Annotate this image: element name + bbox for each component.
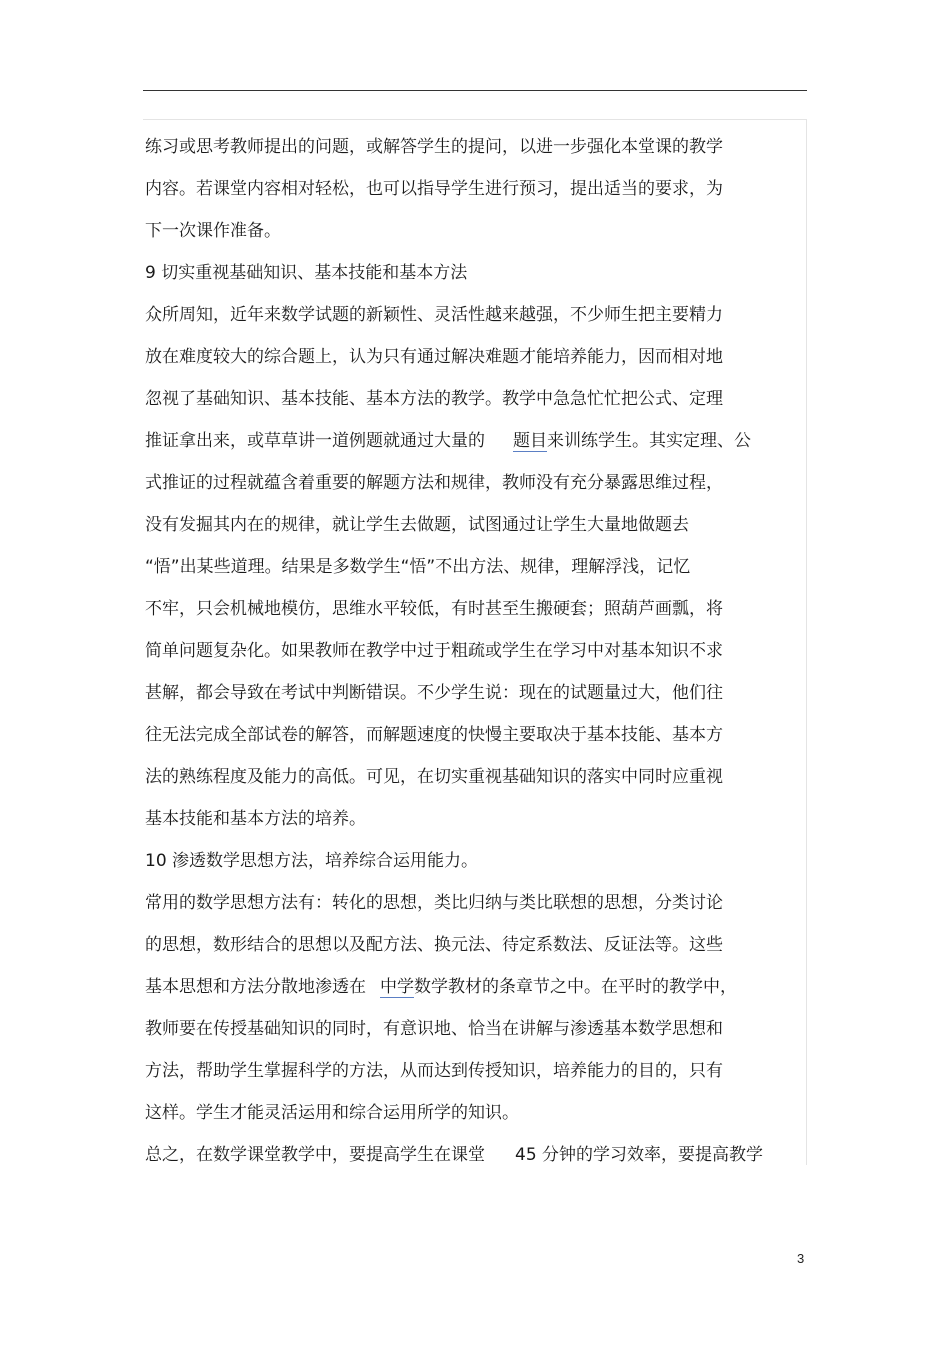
text-line	[145, 424, 805, 466]
text-line: 众所周知，近年来数学试题的新颖性、灵活性越来越强，不少师生把主要精力	[145, 305, 723, 325]
text-line: 的思想，数形结合的思想以及配方法、换元法、待定系数法、反证法等。这些	[145, 935, 723, 955]
text-line: 法的熟练程度及能力的高低。可见，在切实重视基础知识的落实中同时应重视	[145, 767, 723, 787]
text-line: 内容。若课堂内容相对轻松，也可以指导学生进行预习，提出适当的要求，为	[145, 179, 723, 199]
link-zhongxue[interactable]: 中学	[380, 977, 414, 997]
text-line: 简单问题复杂化。如果教师在教学中过于粗疏或学生在学习中对基本知识不求	[145, 641, 723, 661]
text-segment: 基本思想和方法分散地渗透在	[145, 977, 366, 997]
text-line: 下一次课作准备。	[145, 221, 281, 241]
text-line	[145, 970, 805, 1012]
body-text	[145, 130, 805, 1180]
text-line: 教师要在传授基础知识的同时，有意识地、恰当在讲解与渗透基本数学思想和	[145, 1019, 723, 1039]
text-line: 往无法完成全部试卷的解答，而解题速度的快慢主要取决于基本技能、基本方	[145, 725, 723, 745]
text-line	[145, 1138, 805, 1180]
frame-top-border	[143, 119, 807, 120]
text-segment: 推证拿出来，或草草讲一道例题就通过大量的	[145, 431, 485, 451]
text-segment: 总之，在数学课堂教学中，要提高学生在课堂	[145, 1145, 485, 1165]
text-line: 没有发掘其内在的规律，就让学生去做题，试图通过让学生大量地做题去	[145, 515, 689, 535]
text-line: 常用的数学思想方法有：转化的思想，类比归纳与类比联想的思想，分类讨论	[145, 893, 723, 913]
text-line: 这样。学生才能灵活运用和综合运用所学的知识。	[145, 1103, 519, 1123]
text-segment: 来训练学生。其实定理、公	[547, 431, 751, 451]
text-line: 忽视了基础知识、基本技能、基本方法的教学。教学中急急忙忙把公式、定理	[145, 389, 723, 409]
link-timu[interactable]: 题目	[513, 431, 547, 451]
text-line: 式推证的过程就蕴含着重要的解题方法和规律，教师没有充分暴露思维过程，	[145, 473, 723, 493]
section-heading: 9 切实重视基础知识、基本技能和基本方法	[145, 263, 468, 283]
header-rule	[143, 90, 807, 91]
text-segment: 数学教材的条章节之中。在平时的教学中，	[414, 977, 737, 997]
text-segment: 45 分钟的学习效率，要提高教学	[515, 1145, 764, 1165]
section-heading: 10 渗透数学思想方法，培养综合运用能力。	[145, 851, 479, 871]
text-line: 不牢，只会机械地模仿，思维水平较低，有时甚至生搬硬套；照葫芦画瓢，将	[145, 599, 723, 619]
text-line: “悟”出某些道理。结果是多数学生“悟”不出方法、规律，理解浮浅，记忆	[145, 557, 691, 577]
frame-right-border	[806, 119, 807, 1165]
text-line: 放在难度较大的综合题上，认为只有通过解决难题才能培养能力，因而相对地	[145, 347, 723, 367]
text-line: 甚解，都会导致在考试中判断错误。不少学生说：现在的试题量过大，他们往	[145, 683, 723, 703]
text-line: 基本技能和基本方法的培养。	[145, 809, 366, 829]
page-number: 3	[797, 1251, 805, 1266]
text-line: 练习或思考教师提出的问题，或解答学生的提问，以进一步强化本堂课的教学	[145, 137, 723, 157]
text-line: 方法，帮助学生掌握科学的方法，从而达到传授知识，培养能力的目的，只有	[145, 1061, 723, 1081]
